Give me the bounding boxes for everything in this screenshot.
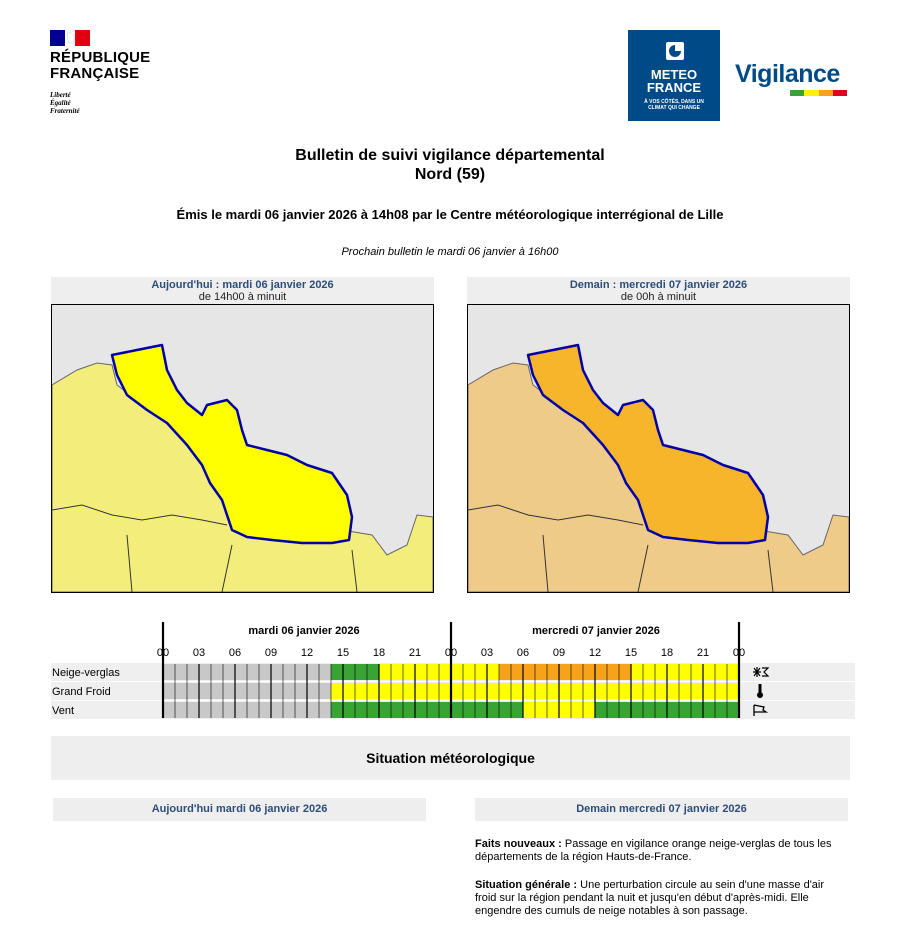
timeline-hour-label: 03 <box>192 647 206 659</box>
meteo-france-name: METEO FRANCE <box>646 67 702 95</box>
timeline-row-label: Grand Froid <box>52 686 111 698</box>
timeline-svg <box>0 620 900 720</box>
timeline-hour-label: 18 <box>660 647 674 659</box>
map-today <box>51 304 434 593</box>
map-tomorrow-period: de 00h à minuit <box>620 291 697 303</box>
timeline-hour-label: 15 <box>624 647 638 659</box>
timeline-hour-label: 21 <box>696 647 710 659</box>
situation-generale-text: Une perturbation circule au sein d'une masse d'air froid sur la région pendant la nuit et jusqu'en début d'après-midi. Elle engendre des cumuls de neige notables à son passage. <box>475 879 825 917</box>
vigilance-timeline <box>0 620 900 720</box>
map-today-period: de 14h00 à minuit <box>198 291 287 303</box>
republique-name: RÉPUBLIQUE FRANÇAISE <box>50 49 151 82</box>
timeline-segment <box>631 664 739 680</box>
meteo-france-logo <box>628 30 720 121</box>
map-tomorrow-header <box>467 277 850 304</box>
map-today-day: Aujourd'hui : mardi 06 janvier 2026 <box>151 279 334 291</box>
timeline-hour-label: 00 <box>732 647 746 659</box>
timeline-hour-label: 21 <box>408 647 422 659</box>
timeline-hour-label: 09 <box>552 647 566 659</box>
vigilance-color-bar <box>790 90 847 96</box>
thermometer-stem <box>759 684 762 693</box>
faits-nouveaux-text: Passage en vigilance orange neige-verglas de tous les départements de la région Hauts-de-France. <box>475 838 832 863</box>
thermometer-bulb <box>757 692 763 698</box>
vigilance-bar-segment <box>804 90 818 96</box>
timeline-hour-label: 12 <box>300 647 314 659</box>
bulletin-department: Nord (59) <box>414 166 486 183</box>
meteo-france-tagline: À VOS CÔTÉS, DANS UN CLIMAT QUI CHANGE <box>644 99 704 111</box>
situation-tomorrow-header: Demain mercredi 07 janvier 2026 <box>475 798 848 821</box>
timeline-hour-label: 06 <box>228 647 242 659</box>
bulletin-emitted: Émis le mardi 06 janvier 2026 à 14h08 par le Centre météorologique interrégional de Lille <box>176 207 724 222</box>
situation-today-header: Aujourd'hui mardi 06 janvier 2026 <box>53 798 426 821</box>
situation-generale <box>475 879 847 918</box>
timeline-hour-label: 06 <box>516 647 530 659</box>
map-tomorrow <box>467 304 850 593</box>
map-today-svg <box>52 305 433 592</box>
marianne-flag-icon <box>50 30 90 46</box>
timeline-hour-label: 15 <box>336 647 350 659</box>
meteo-france-emblem-icon <box>666 42 684 60</box>
faits-nouveaux <box>475 838 845 864</box>
map-today-header <box>51 277 434 304</box>
bulletin-title: Bulletin de suivi vigilance départemental <box>295 147 605 164</box>
timeline-hour-label: 18 <box>372 647 386 659</box>
bulletin-title-block <box>0 146 900 184</box>
timeline-hour-label: 00 <box>156 647 170 659</box>
timeline-row-label: Neige-verglas <box>52 667 120 679</box>
vigilance-wordmark: Vigilance <box>735 60 840 88</box>
vigilance-bar-segment <box>790 90 804 96</box>
faits-nouveaux-label: Faits nouveaux : <box>475 838 562 850</box>
timeline-hour-label: 03 <box>480 647 494 659</box>
situation-generale-label: Situation générale : <box>475 879 578 891</box>
vigilance-bar-segment <box>819 90 833 96</box>
timeline-day1-label: mardi 06 janvier 2026 <box>248 625 360 637</box>
timeline-hour-label: 09 <box>264 647 278 659</box>
timeline-hour-label: 12 <box>588 647 602 659</box>
next-bulletin: Prochain bulletin le mardi 06 janvier à 16h00 <box>341 246 559 258</box>
map-tomorrow-svg <box>468 305 849 592</box>
timeline-day2-label: mercredi 07 janvier 2026 <box>532 625 660 637</box>
timeline-segment <box>499 664 631 680</box>
map-tomorrow-day: Demain : mercredi 07 janvier 2026 <box>569 279 748 291</box>
situation-banner: Situation météorologique <box>51 736 850 780</box>
snowflake-icon <box>753 667 761 677</box>
timeline-row-label: Vent <box>52 705 75 717</box>
vigilance-bar-segment <box>833 90 847 96</box>
timeline-hour-label: 00 <box>444 647 458 659</box>
republique-motto: Liberté Égalité Fraternité <box>50 91 80 115</box>
